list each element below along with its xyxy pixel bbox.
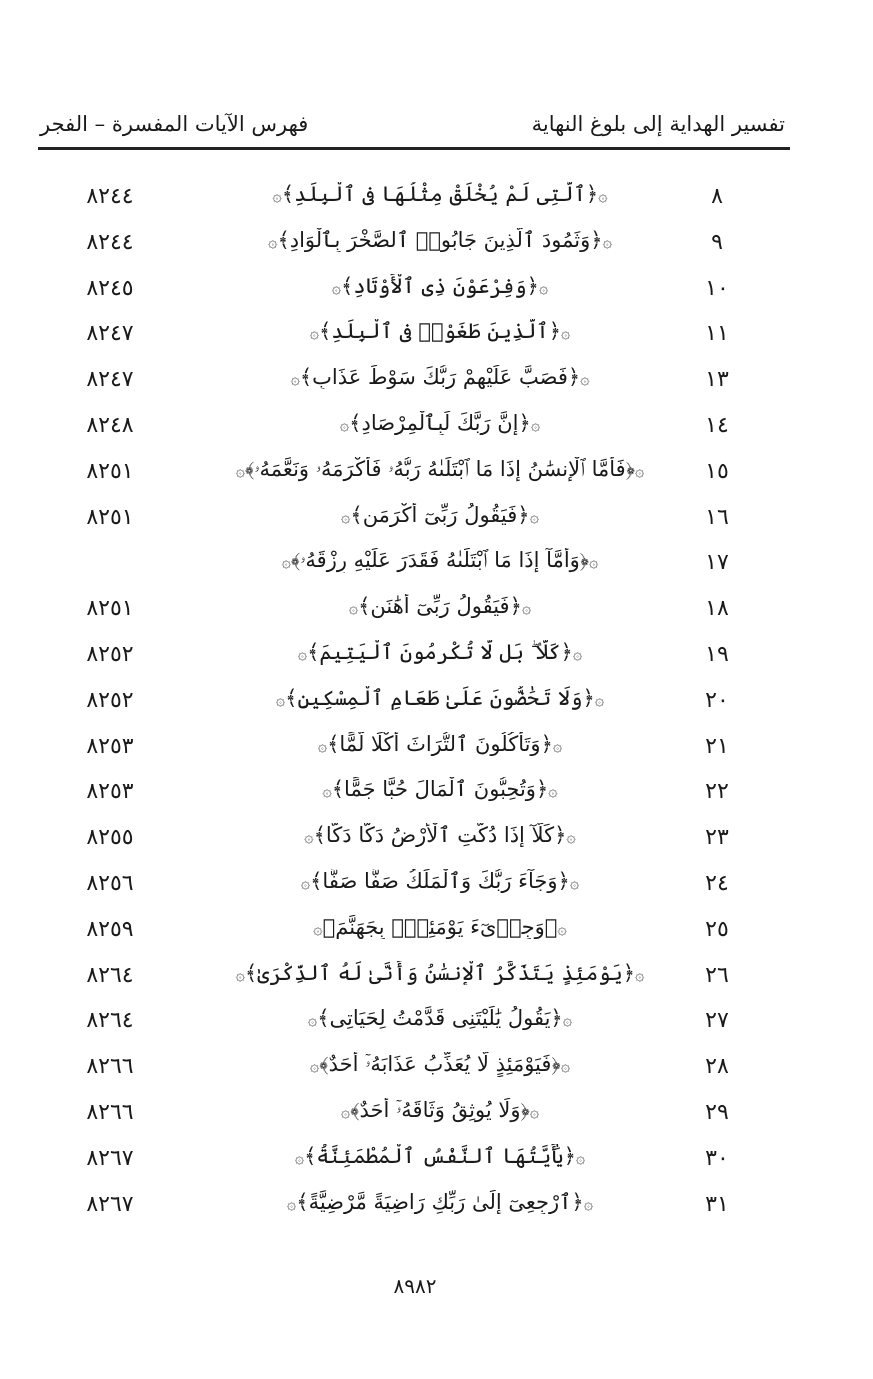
verse-number: ٣١	[705, 1191, 729, 1217]
page-reference: ٨٢٤٤	[86, 229, 134, 255]
verse-text	[230, 1006, 650, 1030]
page-reference: ٨٢٥٢	[86, 641, 134, 667]
page-reference: ٨٢٥١	[86, 504, 134, 530]
verse-body: ﴿كَلَّآ إِذَا دُكَّتِ ٱلْأَرْضُ دَكًّا دَكًّا﴾	[313, 823, 567, 848]
verse-body: ﴿وَجَآءَ رَبُّكَ وَٱلْمَلَكُ صَفًّا صَفًّا﴾	[310, 868, 570, 893]
book-title: تفسير الهداية إلى بلوغ النهاية	[531, 112, 785, 136]
page-reference: ٨٢٦٧	[86, 1191, 134, 1217]
verse-body: ﴿كَلَّا ۖ بَل لَّا تُكْرِمُونَ ٱلْيَتِيمَ﴾	[307, 639, 573, 664]
page-reference: ٨٢٦٦	[86, 1054, 134, 1080]
verse-number: ٢٠	[705, 687, 729, 713]
page-reference: ٨٢٤٧	[86, 321, 134, 347]
index-row	[0, 726, 873, 772]
verse-ornament-icon: ۞	[317, 735, 328, 755]
verse-body: ﴿ٱرْجِعِىٓ إِلَىٰ رَبِّكِ رَاضِيَةً مَّرْضِيَّةً﴾	[296, 1189, 584, 1214]
verse-ornament-icon: ۞	[572, 643, 583, 663]
index-row	[0, 405, 873, 451]
verse-number: ٢٢	[705, 779, 729, 805]
verse-text	[230, 594, 650, 618]
index-row	[0, 176, 873, 222]
verse-number: ٢٤	[705, 870, 729, 896]
verse-number: ١٧	[705, 550, 729, 576]
verse-body: ﴿وَلَا تَحَٰٓضُّونَ عَلَىٰ طَعَامِ ٱلْمِسْكِينِ﴾	[285, 685, 595, 710]
index-row	[0, 680, 873, 726]
verse-number: ٩	[711, 229, 723, 255]
verse-body: ﴿وَجِا۟ىٓءَ يَوْمَئِذٍۭ بِجَهَنَّمَ﴾	[322, 914, 558, 939]
verse-text	[230, 640, 650, 665]
verse-ornament-icon: ۞	[594, 689, 605, 709]
page-reference: ٨٢٦٤	[86, 1008, 134, 1034]
index-row	[0, 817, 873, 863]
page-reference: ٨٢٥٣	[86, 733, 134, 759]
verse-body: ﴿وَتُحِبُّونَ ٱلْمَالَ حُبًّا جَمًّا﴾	[331, 777, 549, 802]
verse-ornament-icon: ۞	[307, 1010, 318, 1030]
index-row	[0, 222, 873, 268]
page-reference: ٨٢٤٨	[86, 412, 134, 438]
verse-ornament-icon: ۞	[290, 369, 300, 389]
verse-ornament-icon: ۞	[286, 1193, 297, 1213]
verse-ornament-icon: ۞	[294, 1147, 305, 1167]
verse-text	[230, 1190, 650, 1214]
page-reference: ٨٢٥١	[86, 596, 134, 622]
index-row	[0, 1184, 873, 1230]
verse-text	[230, 686, 650, 710]
index-row	[0, 268, 873, 314]
verse-ornament-icon: ۞	[548, 781, 558, 801]
page-reference: ٨٢٥٦	[86, 870, 134, 896]
verse-text	[230, 228, 650, 252]
page-reference: ٨٢٥١	[86, 458, 134, 484]
verse-text	[230, 365, 650, 389]
verse-index-table	[0, 176, 873, 1229]
verse-ornament-icon: ۞	[235, 460, 245, 480]
verse-text	[230, 274, 650, 298]
index-row	[0, 497, 873, 543]
verse-body: ﴿وَتَأْكُلُونَ ٱلتُّرَاثَ أَكْلًا لَّمًّا﴾	[327, 731, 553, 756]
verse-ornament-icon: ۞	[275, 689, 286, 709]
verse-text	[230, 777, 650, 801]
header-divider	[38, 147, 790, 150]
verse-ornament-icon: ۞	[322, 781, 332, 801]
verse-ornament-icon: ۞	[538, 277, 549, 297]
verse-body: ﴿يَقُولُ يَٰلَيْتَنِى قَدَّمْتُ لِحَيَاتِى﴾	[317, 1006, 563, 1031]
index-row	[0, 588, 873, 634]
verse-text	[230, 1052, 650, 1077]
verse-ornament-icon: ۞	[529, 506, 539, 526]
verse-text	[230, 1144, 650, 1168]
index-row	[0, 1138, 873, 1184]
verse-ornament-icon: ۞	[602, 231, 612, 251]
verse-text	[230, 319, 650, 343]
verse-number: ٨	[711, 184, 723, 209]
verse-ornament-icon: ۞	[529, 1101, 540, 1121]
verse-number: ١٥	[705, 458, 729, 484]
verse-ornament-icon: ۞	[575, 1147, 586, 1167]
verse-body: ﴿فَأَمَّا ٱلْإِنسَٰنُ إِذَا مَا ٱبْتَلَىٰهُ رَبُّهُۥ فَأَكْرَمَهُۥ وَنَعَّمَهُۥ﴾	[244, 456, 635, 481]
verse-ornament-icon: ۞	[521, 598, 532, 618]
verse-number: ١٩	[705, 641, 729, 667]
page-reference: ٨٢٥٣	[86, 779, 134, 805]
verse-text	[230, 457, 650, 482]
verse-text	[230, 182, 650, 206]
verse-ornament-icon: ۞	[309, 323, 319, 343]
verse-ornament-icon: ۞	[300, 872, 311, 892]
page-reference: ٨٢٤٤	[86, 184, 134, 209]
verse-ornament-icon: ۞	[580, 369, 590, 389]
verse-ornament-icon: ۞	[341, 506, 351, 526]
verse-number: ٢٨	[705, 1054, 729, 1080]
verse-number: ٢٩	[705, 1099, 729, 1125]
verse-body: ﴿فَصَبَّ عَلَيْهِمْ رَبُّكَ سَوْطَ عَذَابٍ﴾	[299, 365, 581, 390]
verse-ornament-icon: ۞	[268, 231, 278, 251]
verse-ornament-icon: ۞	[297, 643, 308, 663]
verse-text	[230, 411, 650, 435]
verse-ornament-icon: ۞	[561, 323, 571, 343]
verse-text	[230, 1098, 650, 1123]
verse-text	[230, 869, 650, 893]
verse-ornament-icon: ۞	[589, 552, 599, 572]
verse-ornament-icon: ۞	[348, 598, 359, 618]
index-row	[0, 542, 873, 588]
verse-ornament-icon: ۞	[569, 872, 580, 892]
verse-number: ١٦	[705, 504, 729, 530]
page-number: ٨٩٨٢	[393, 1274, 437, 1298]
verse-text	[230, 732, 650, 756]
verse-ornament-icon: ۞	[339, 414, 350, 434]
verse-ornament-icon: ۞	[583, 1193, 594, 1213]
verse-ornament-icon: ۞	[313, 918, 323, 938]
verse-body: ﴿إِنَّ رَبَّكَ لَبِٱلْمِرْصَادِ﴾	[349, 410, 531, 435]
verse-ornament-icon: ۞	[560, 1056, 571, 1076]
verse-number: ١٨	[705, 596, 729, 622]
verse-number: ٢٦	[705, 962, 729, 988]
verse-ornament-icon: ۞	[340, 1101, 351, 1121]
verse-text	[230, 961, 650, 985]
verse-number: ١٤	[705, 412, 729, 438]
verse-ornament-icon: ۞	[304, 827, 314, 847]
verse-number: ٢٥	[705, 916, 729, 942]
index-row	[0, 771, 873, 817]
verse-text	[230, 503, 650, 527]
verse-body: ﴿فَيَقُولُ رَبِّىٓ أَكْرَمَنِ﴾	[350, 502, 530, 527]
page-reference: ٨٢٤٥	[86, 275, 134, 301]
index-row	[0, 863, 873, 909]
index-row	[0, 1092, 873, 1138]
page-reference: ٨٢٥٢	[86, 687, 134, 713]
verse-ornament-icon: ۞	[530, 414, 541, 434]
verse-ornament-icon: ۞	[281, 552, 291, 572]
verse-ornament-icon: ۞	[331, 277, 342, 297]
verse-number: ٣٠	[705, 1145, 729, 1171]
index-row	[0, 1046, 873, 1092]
verse-body: ﴿فَيَوْمَئِذٍ لَّا يُعَذِّبُ عَذَابَهُۥٓ أَحَدٌ﴾	[319, 1052, 561, 1077]
section-title: فهرس الآيات المفسرة – الفجر	[40, 112, 309, 136]
index-row	[0, 909, 873, 955]
verse-ornament-icon: ۞	[598, 186, 608, 205]
verse-body: ﴿ٱلَّذِينَ طَغَوْا۟ فِى ٱلْبِلَٰدِ﴾	[318, 319, 562, 344]
page-reference: ٨٢٥٥	[86, 825, 134, 851]
verse-number: ١١	[705, 321, 729, 347]
verse-ornament-icon: ۞	[635, 460, 645, 480]
verse-ornament-icon: ۞	[557, 918, 567, 938]
index-row	[0, 1000, 873, 1046]
verse-number: ١٠	[705, 275, 729, 301]
index-row	[0, 634, 873, 680]
page-reference: ٨٢٦٤	[86, 962, 134, 988]
verse-ornament-icon: ۞	[309, 1056, 320, 1076]
verse-ornament-icon: ۞	[635, 964, 645, 984]
verse-number: ٢٧	[705, 1008, 729, 1034]
verse-body: ﴿وَأَمَّآ إِذَا مَا ٱبْتَلَىٰهُ فَقَدَرَ عَلَيْهِ رِزْقَهُۥ﴾	[290, 548, 590, 573]
index-row	[0, 955, 873, 1001]
verse-body: ﴿وَفِرْعَوْنَ ذِى ٱلْأَوْتَادِ﴾	[341, 273, 539, 298]
verse-number: ٢٣	[705, 825, 729, 851]
page-reference: ٨٢٤٧	[86, 367, 134, 393]
verse-body: ﴿وَلَا يُوثِقُ وَثَاقَهُۥٓ أَحَدٌ﴾	[350, 1097, 530, 1122]
index-row	[0, 451, 873, 497]
page-reference: ٨٢٦٦	[86, 1099, 134, 1125]
verse-text	[230, 823, 650, 847]
index-row	[0, 359, 873, 405]
verse-body: ﴿يَٰٓأَيَّتُهَا ٱلنَّفْسُ ٱلْمُطْمَئِنَّةُ﴾	[304, 1143, 576, 1168]
verse-body: ﴿وَثَمُودَ ٱلَّذِينَ جَابُوا۟ ٱلصَّخْرَ بِٱلْوَادِ﴾	[277, 227, 603, 252]
page-reference: ٨٢٥٩	[86, 916, 134, 942]
verse-body: ﴿يَوْمَئِذٍ يَتَذَكَّرُ ٱلْإِنسَٰنُ وَأَنَّىٰ لَهُ ٱلذِّكْرَىٰ﴾	[244, 960, 636, 985]
verse-ornament-icon: ۞	[235, 964, 245, 984]
verse-body: ﴿ٱلَّتِى لَمْ يُخْلَقْ مِثْلُهَا فِى ٱلْبِلَٰدِ﴾	[281, 182, 599, 206]
verse-number: ٢١	[705, 733, 729, 759]
verse-ornament-icon: ۞	[562, 1010, 573, 1030]
verse-body: ﴿فَيَقُولُ رَبِّىٓ أَهَٰنَنِ﴾	[358, 594, 522, 619]
verse-ornament-icon: ۞	[272, 186, 282, 205]
verse-text	[230, 548, 650, 573]
verse-text	[230, 915, 650, 939]
verse-ornament-icon: ۞	[566, 827, 576, 847]
index-row	[0, 313, 873, 359]
verse-number: ١٣	[705, 367, 729, 393]
verse-ornament-icon: ۞	[552, 735, 563, 755]
page-reference: ٨٢٦٧	[86, 1145, 134, 1171]
